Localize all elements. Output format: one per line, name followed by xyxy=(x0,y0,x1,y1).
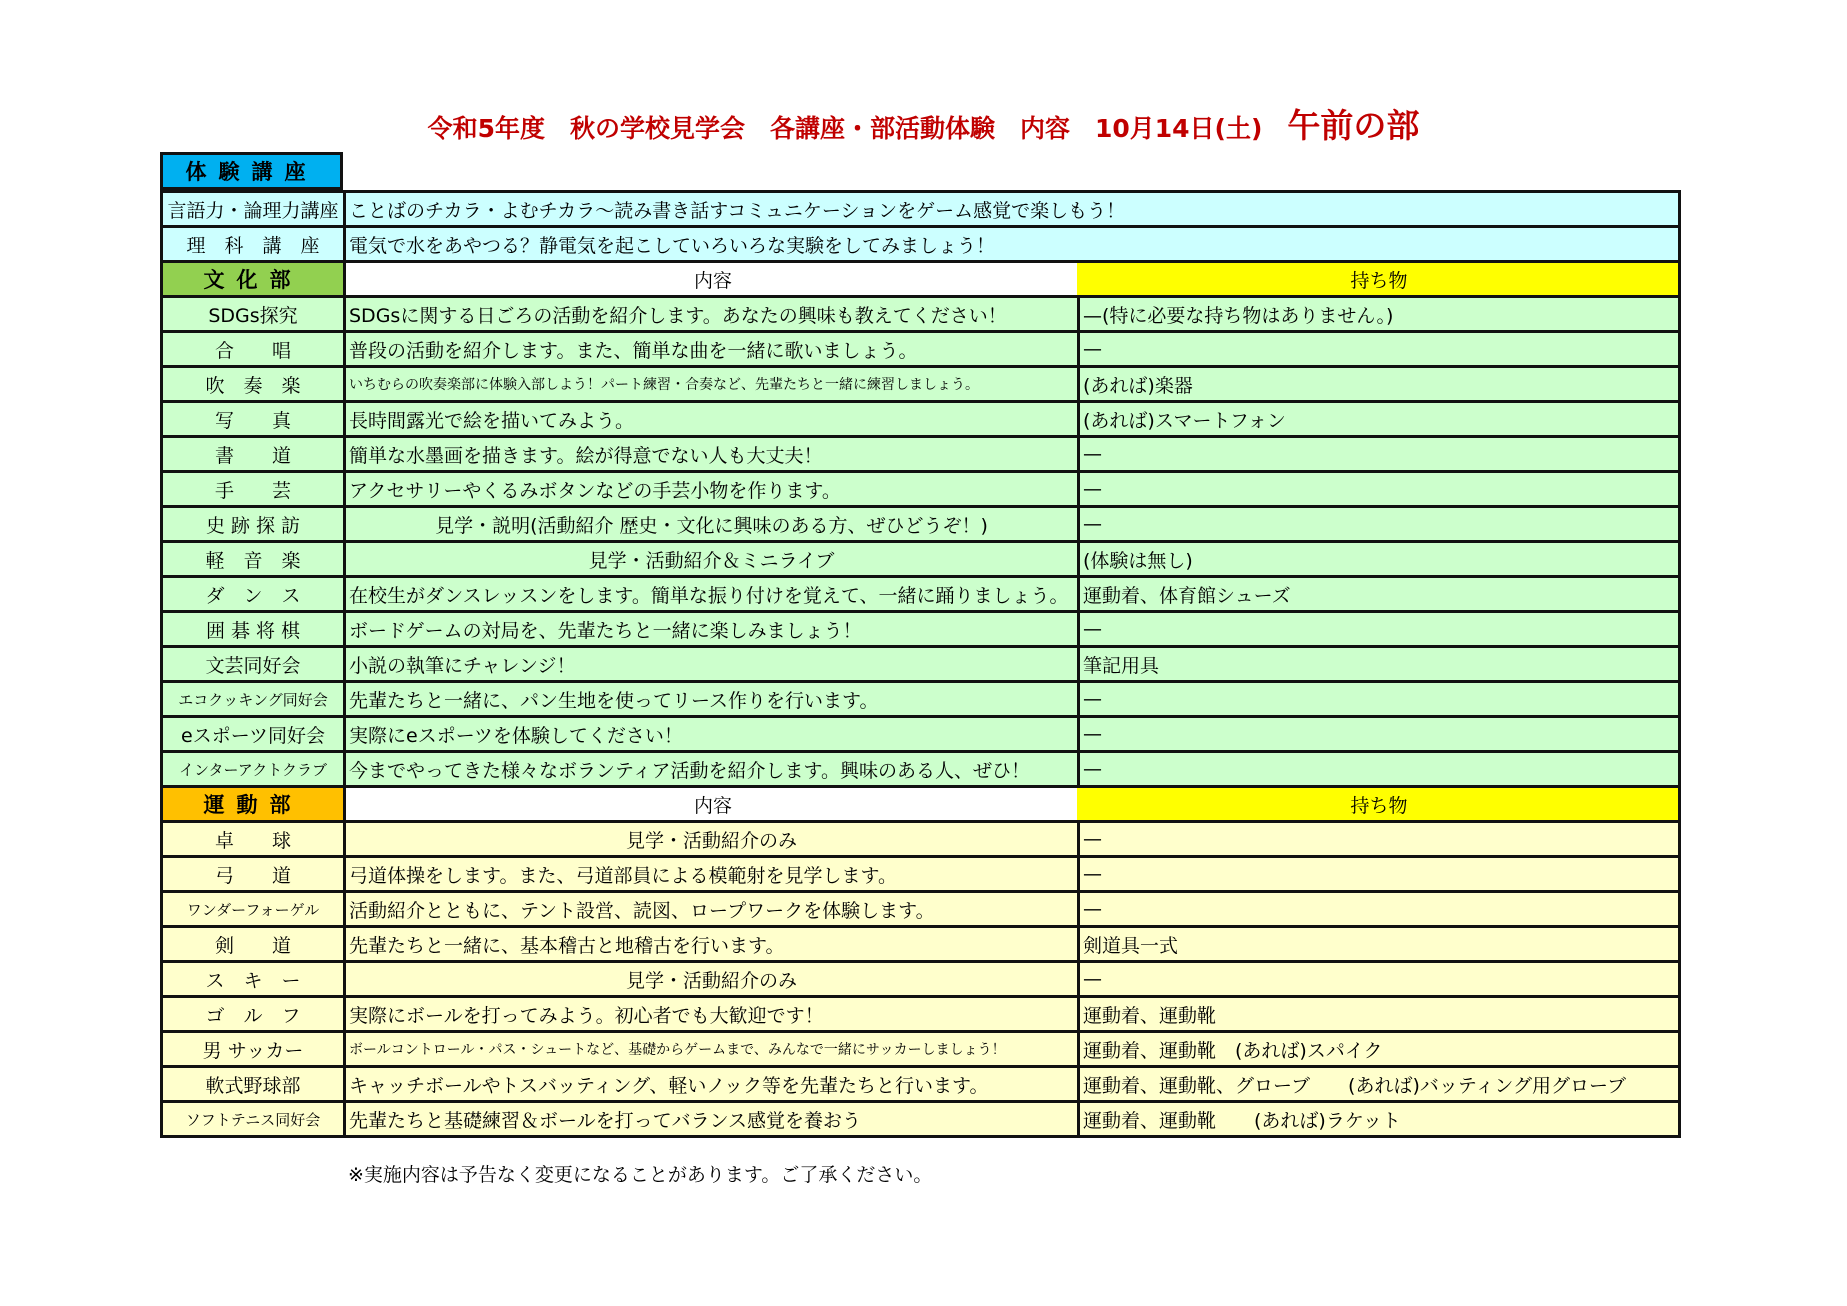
table-row xyxy=(160,473,1681,508)
bunka-header-row xyxy=(160,263,1681,298)
club-name: ゴ ル フ xyxy=(160,998,343,1033)
club-name: 囲 碁 将 棋 xyxy=(160,613,343,648)
club-items: — xyxy=(1077,823,1681,858)
club-items: —(特に必要な持ち物はありません。) xyxy=(1077,298,1681,333)
club-items: — xyxy=(1077,683,1681,718)
table-row xyxy=(160,508,1681,543)
club-name: 吹 奏 楽 xyxy=(160,368,343,403)
club-content: SDGsに関する日ごろの活動を紹介します。あなたの興味も教えてください！ xyxy=(343,298,1077,333)
club-name: インターアクトクラブ xyxy=(160,753,343,788)
club-content: 簡単な水墨画を描きます。絵が得意でない人も大丈夫！ xyxy=(343,438,1077,473)
club-name: 合 唱 xyxy=(160,333,343,368)
club-content: 先輩たちと基礎練習＆ボールを打ってバランス感覚を養おう xyxy=(343,1103,1077,1138)
club-content: キャッチボールやトスバッティング、軽いノック等を先輩たちと行います。 xyxy=(343,1068,1077,1103)
club-content: 見学・活動紹介のみ xyxy=(343,823,1077,858)
page-title xyxy=(0,100,1847,147)
club-name: SDGs探究 xyxy=(160,298,343,333)
club-items: — xyxy=(1077,508,1681,543)
club-items: — xyxy=(1077,963,1681,998)
club-items: — xyxy=(1077,718,1681,753)
club-items: — xyxy=(1077,613,1681,648)
club-name: 手 芸 xyxy=(160,473,343,508)
club-items: 運動着、体育館シューズ xyxy=(1077,578,1681,613)
club-items: — xyxy=(1077,893,1681,928)
club-name: eスポーツ同好会 xyxy=(160,718,343,753)
club-name: 剣 道 xyxy=(160,928,343,963)
table-row xyxy=(160,613,1681,648)
club-items: (あれば)楽器 xyxy=(1077,368,1681,403)
bunka-header: 文化部 xyxy=(160,263,343,298)
undo-header: 運動部 xyxy=(160,788,343,823)
club-items: — xyxy=(1077,473,1681,508)
club-content: 長時間露光で絵を描いてみよう。 xyxy=(343,403,1077,438)
club-name: ダ ン ス xyxy=(160,578,343,613)
club-name: ソフトテニス同好会 xyxy=(160,1103,343,1138)
course-content: ことばのチカラ・よむチカラ～読み書き話すコミュニケーションをゲーム感覚で楽しもう！ xyxy=(343,190,1681,228)
schedule-table xyxy=(160,152,1681,1138)
table-row xyxy=(160,298,1681,333)
table-row xyxy=(160,1068,1681,1103)
club-items: 運動着、運動靴、グローブ (あれば)バッティング用グローブ xyxy=(1077,1068,1681,1103)
course-name: 理 科 講 座 xyxy=(160,228,343,263)
club-content: ボールコントロール・パス・シュートなど、基礎からゲームまで、みんなで一緒にサッカーしましょう！ xyxy=(343,1033,1077,1068)
table-row xyxy=(160,333,1681,368)
club-name: 卓 球 xyxy=(160,823,343,858)
club-name: 弓 道 xyxy=(160,858,343,893)
taiken-header: 体験講座 xyxy=(160,152,343,190)
club-content: ボードゲームの対局を、先輩たちと一緒に楽しみましょう！ xyxy=(343,613,1077,648)
club-items: 運動着、運動靴 (あれば)ラケット xyxy=(1077,1103,1681,1138)
club-content: 見学・活動紹介のみ xyxy=(343,963,1077,998)
undo-header-row xyxy=(160,788,1681,823)
club-content: 弓道体操をします。また、弓道部員による模範射を見学します。 xyxy=(343,858,1077,893)
club-content: 先輩たちと一緒に、パン生地を使ってリース作りを行います。 xyxy=(343,683,1077,718)
taiken-header-row xyxy=(160,152,1681,190)
table-row xyxy=(160,963,1681,998)
table-row xyxy=(160,683,1681,718)
taiken-row xyxy=(160,228,1681,263)
content-column-header: 内容 xyxy=(343,788,1077,823)
table-row xyxy=(160,753,1681,788)
club-content: 今までやってきた様々なボランティア活動を紹介します。興味のある人、ぜひ！ xyxy=(343,753,1077,788)
club-items: — xyxy=(1077,858,1681,893)
club-items: 剣道具一式 xyxy=(1077,928,1681,963)
course-content: 電気で水をあやつる？静電気を起こしていろいろな実験をしてみましょう！ xyxy=(343,228,1681,263)
club-content: 先輩たちと一緒に、基本稽古と地稽古を行います。 xyxy=(343,928,1077,963)
disclaimer-note: ※実施内容は予告なく変更になることがあります。ご了承ください。 xyxy=(348,1164,933,1186)
table-row xyxy=(160,403,1681,438)
club-items: (あれば)スマートフォン xyxy=(1077,403,1681,438)
club-content: 小説の執筆にチャレンジ！ xyxy=(343,648,1077,683)
club-content: アクセサリーやくるみボタンなどの手芸小物を作ります。 xyxy=(343,473,1077,508)
club-content: 在校生がダンスレッスンをします。簡単な振り付けを覚えて、一緒に踊りましょう。 xyxy=(343,578,1077,613)
club-items: (体験は無し) xyxy=(1077,543,1681,578)
taiken-row xyxy=(160,190,1681,228)
table-row xyxy=(160,998,1681,1033)
content-column-header: 内容 xyxy=(343,263,1077,298)
club-name: 書 道 xyxy=(160,438,343,473)
club-items: — xyxy=(1077,333,1681,368)
course-name: 言語力・論理力講座 xyxy=(160,190,343,228)
table-row xyxy=(160,858,1681,893)
club-name: 男 サッカー xyxy=(160,1033,343,1068)
club-content: 見学・活動紹介＆ミニライブ xyxy=(343,543,1077,578)
club-content: 見学・説明(活動紹介 歴史・文化に興味のある方、ぜひどうぞ！) xyxy=(343,508,1077,543)
club-items: 筆記用具 xyxy=(1077,648,1681,683)
table-row xyxy=(160,543,1681,578)
club-items: 運動着、運動靴 xyxy=(1077,998,1681,1033)
club-name: エコクッキング同好会 xyxy=(160,683,343,718)
title-emphasis: 午前の部 xyxy=(1287,106,1420,145)
table-row xyxy=(160,1033,1681,1068)
club-name: 軟式野球部 xyxy=(160,1068,343,1103)
items-column-header: 持ち物 xyxy=(1077,788,1681,823)
table-row xyxy=(160,823,1681,858)
club-name: ス キ ー xyxy=(160,963,343,998)
table-row xyxy=(160,893,1681,928)
table-row xyxy=(160,718,1681,753)
club-content: 実際にボールを打ってみよう。初心者でも大歓迎です！ xyxy=(343,998,1077,1033)
club-name: ワンダーフォーゲル xyxy=(160,893,343,928)
club-name: 史 跡 探 訪 xyxy=(160,508,343,543)
table-row xyxy=(160,438,1681,473)
table-row xyxy=(160,1103,1681,1138)
club-content: 活動紹介とともに、テント設営、読図、ロープワークを体験します。 xyxy=(343,893,1077,928)
table-row xyxy=(160,928,1681,963)
table-row xyxy=(160,578,1681,613)
club-name: 文芸同好会 xyxy=(160,648,343,683)
club-content: 普段の活動を紹介します。また、簡単な曲を一緒に歌いましょう。 xyxy=(343,333,1077,368)
club-items: — xyxy=(1077,438,1681,473)
title-main: 令和5年度 秋の学校見学会 各講座・部活動体験 内容 10月14日(土) xyxy=(427,114,1288,143)
club-items: — xyxy=(1077,753,1681,788)
club-content: 実際にeスポーツを体験してください！ xyxy=(343,718,1077,753)
club-name: 写 真 xyxy=(160,403,343,438)
table-row xyxy=(160,648,1681,683)
club-content: いちむらの吹奏楽部に体験入部しよう！パート練習・合奏など、先輩たちと一緒に練習しましょう。 xyxy=(343,368,1077,403)
table-row xyxy=(160,368,1681,403)
club-items: 運動着、運動靴 (あれば)スパイク xyxy=(1077,1033,1681,1068)
club-name: 軽 音 楽 xyxy=(160,543,343,578)
items-column-header: 持ち物 xyxy=(1077,263,1681,298)
